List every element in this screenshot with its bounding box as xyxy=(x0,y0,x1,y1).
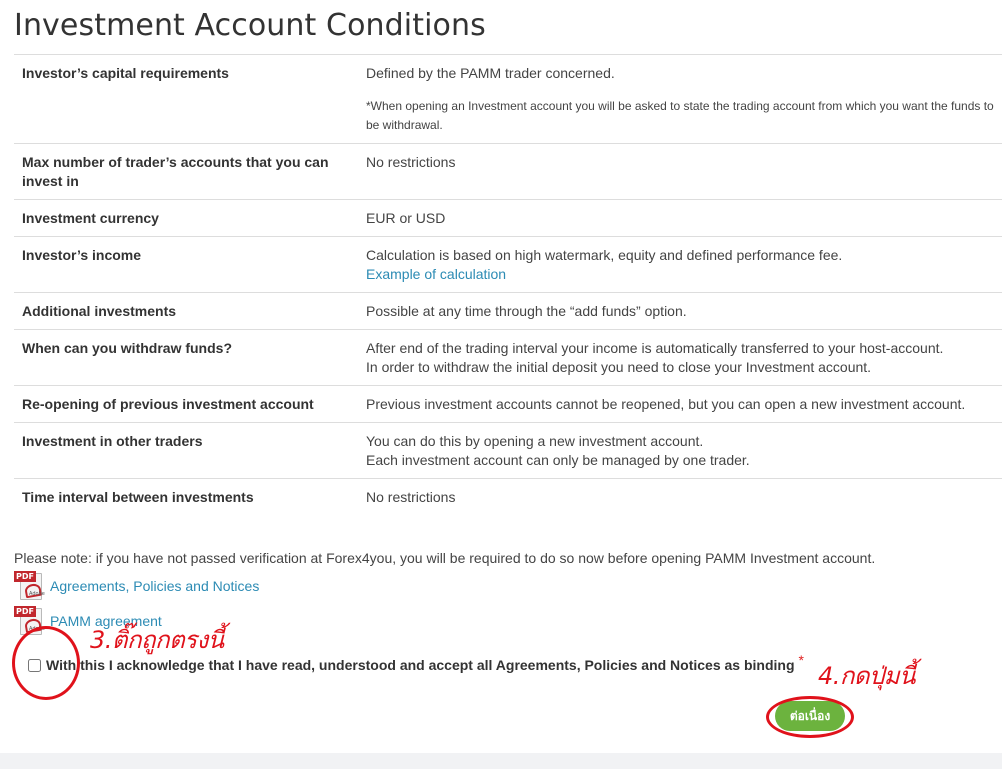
condition-value-text: Calculation is based on high watermark, equity and defined performance fee. xyxy=(366,247,843,263)
required-mark: * xyxy=(798,652,804,668)
table-row xyxy=(14,423,1002,479)
condition-note: *When opening an Investment account you will be asked to state the trading account from which you want the funds to be withdrawal. xyxy=(366,99,994,132)
annotation-circle-checkbox xyxy=(12,626,80,700)
pdf-icon: PDF Adobe xyxy=(14,606,46,636)
condition-value: Possible at any time through the “add funds” option. xyxy=(358,293,1002,330)
condition-value xyxy=(358,237,1002,293)
acknowledge-row xyxy=(28,652,804,673)
page-title: Investment Account Conditions xyxy=(14,8,486,43)
annotation-circle-button xyxy=(766,696,854,738)
condition-value-text: You can do this by opening a new investment account. xyxy=(366,433,704,449)
annotation-step3-text: 3.ติ๊กถูกตรงนี้ xyxy=(90,626,224,654)
condition-value-text: Defined by the PAMM trader concerned. xyxy=(366,65,615,81)
condition-value xyxy=(358,55,1002,144)
annotation-step4-text: 4.กดปุ่มนี้ xyxy=(818,662,915,690)
condition-label: Investment in other traders xyxy=(14,423,358,479)
condition-value: EUR or USD xyxy=(358,200,1002,237)
condition-label: Investor’s income xyxy=(14,237,358,293)
table-row xyxy=(14,237,1002,293)
condition-value xyxy=(358,423,1002,479)
agreements-link[interactable]: Agreements, Policies and Notices xyxy=(50,578,260,594)
condition-value-text: Each investment account can only be managed by one trader. xyxy=(366,452,750,468)
condition-value: No restrictions xyxy=(358,144,1002,200)
pdf-icon: PDF Adobe xyxy=(14,571,46,601)
condition-label: Time interval between investments xyxy=(14,479,358,516)
footer-band xyxy=(0,753,1002,769)
condition-value xyxy=(358,330,1002,386)
acknowledge-label[interactable]: With this I acknowledge that I have read, understood and accept all Agreements, Policies and Notices as binding xyxy=(46,657,795,673)
condition-value: Previous investment accounts cannot be reopened, but you can open a new investment account. xyxy=(358,386,1002,423)
table-row xyxy=(14,200,1002,237)
table-row xyxy=(14,293,1002,330)
table-row xyxy=(14,144,1002,200)
table-row xyxy=(14,330,1002,386)
conditions-table xyxy=(14,54,1002,515)
verification-note: Please note: if you have not passed verification at Forex4you, you will be required to do so now before opening PAMM Investment account. xyxy=(14,550,876,566)
agreements-document-link[interactable] xyxy=(14,571,259,601)
condition-value-text: After end of the trading interval your income is automatically transferred to your host-account. xyxy=(366,340,944,356)
condition-label: Investor’s capital requirements xyxy=(14,55,358,144)
condition-label: Max number of trader’s accounts that you can invest in xyxy=(14,144,358,200)
example-of-calculation-link[interactable]: Example of calculation xyxy=(366,266,507,282)
condition-value-text: In order to withdraw the initial deposit you need to close your Investment account. xyxy=(366,359,872,375)
condition-value: No restrictions xyxy=(358,479,1002,516)
condition-label: When can you withdraw funds? xyxy=(14,330,358,386)
condition-label: Investment currency xyxy=(14,200,358,237)
table-row xyxy=(14,55,1002,144)
condition-label: Additional investments xyxy=(14,293,358,330)
table-row xyxy=(14,479,1002,516)
pamm-agreement-link[interactable]: PAMM agreement xyxy=(50,613,162,629)
condition-label: Re-opening of previous investment account xyxy=(14,386,358,423)
table-row xyxy=(14,386,1002,423)
continue-button[interactable]: ต่อเนื่อง xyxy=(775,701,845,731)
